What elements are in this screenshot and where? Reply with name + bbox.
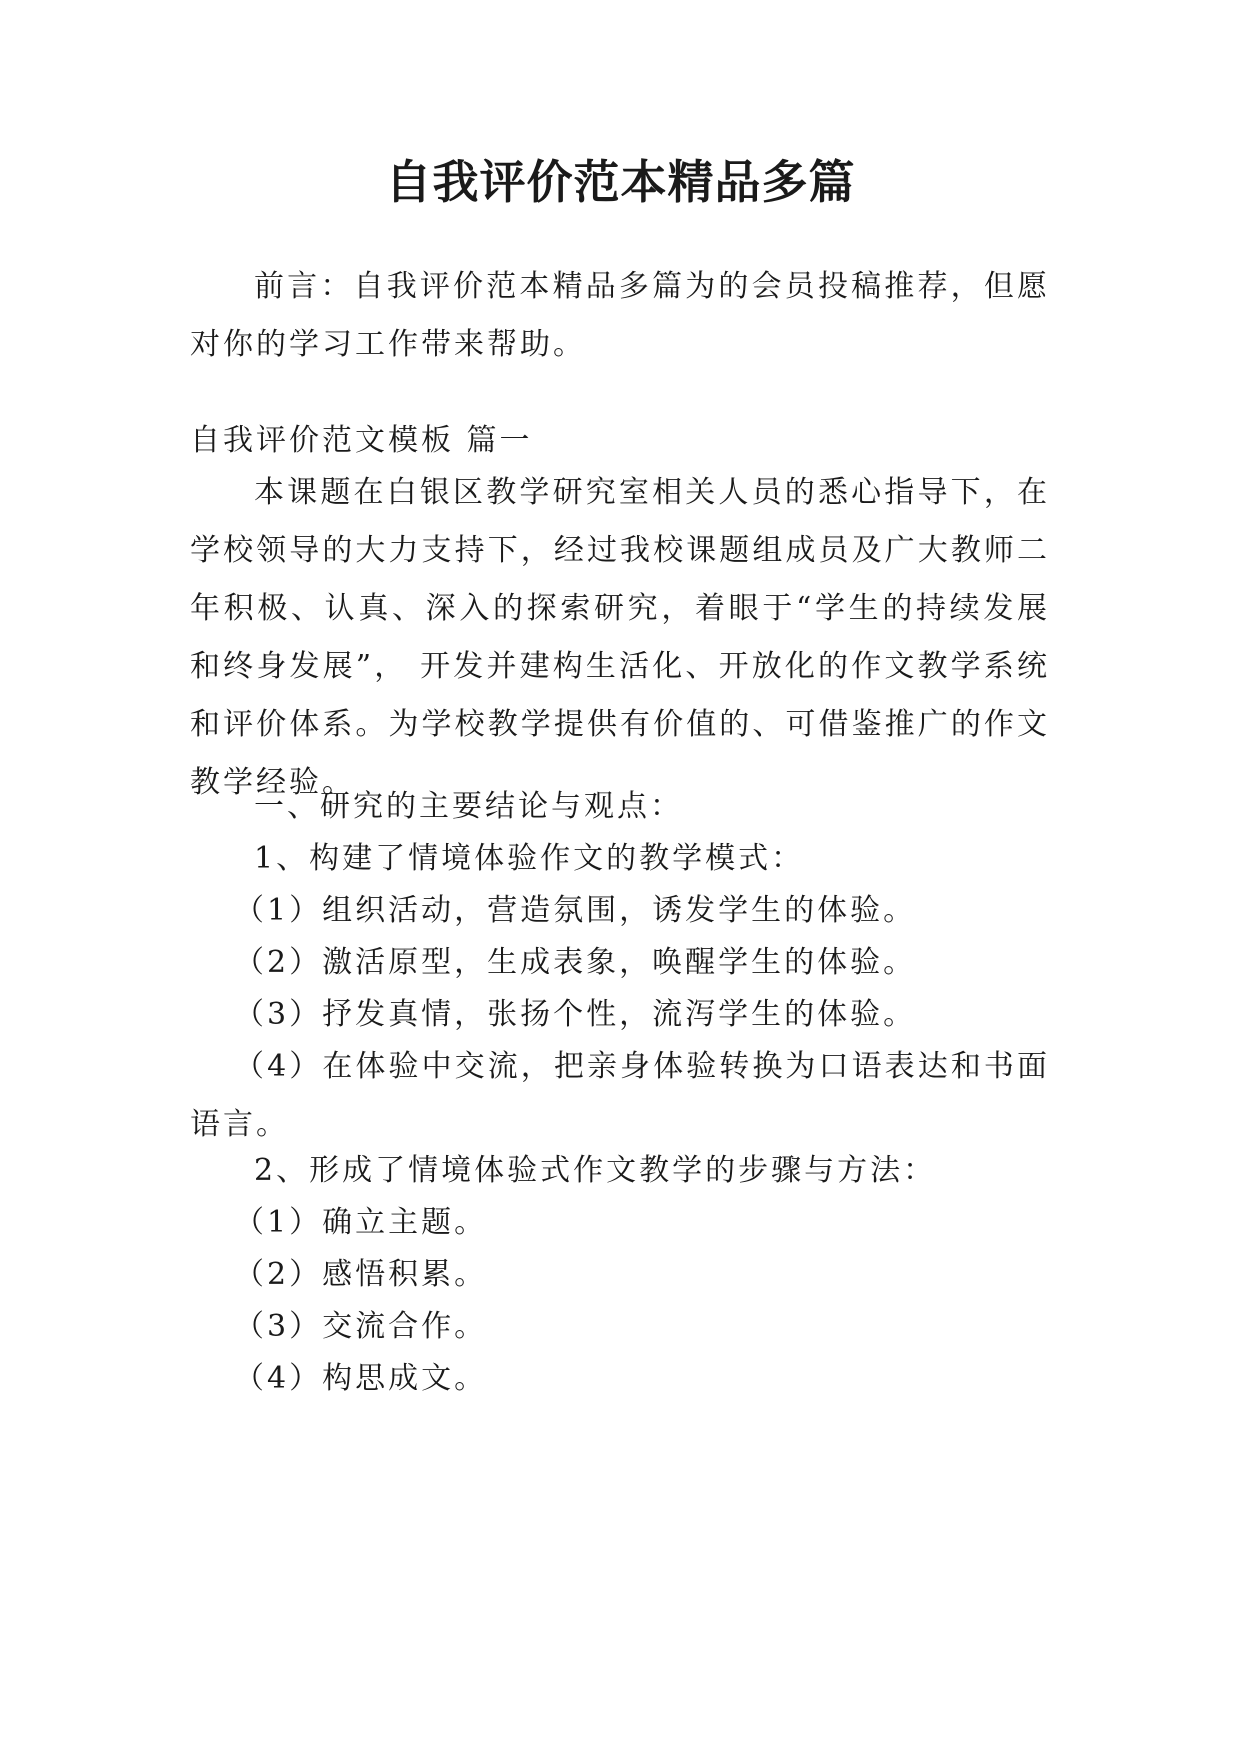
list-item: （3）交流合作。 — [234, 1309, 488, 1344]
document-title: 自我评价范本精品多篇 — [385, 155, 856, 209]
list-item: （2）感悟积累。 — [234, 1257, 488, 1292]
list-item: （4）构思成文。 — [234, 1361, 488, 1396]
point1-heading: 1、构建了情境体验作文的教学模式： — [254, 841, 805, 876]
body-paragraph: 本课题在白银区教学研究室相关人员的悉心指导下，在学校领导的大力支持下，经过我校课题组成员及广大教师二年积极、认真、深入的探索研究，着眼于“学生的持续发展和终身发展”， 开发并建构生活化、开放化的作文教学系统和评价体系。为学校教学提供有价值的、可借鉴推广的作文教学经验。 — [190, 475, 1050, 800]
preface-paragraph: 前言：自我评价范本精品多篇为的会员投稿推荐，但愿对你的学习工作带来帮助。 — [190, 269, 1050, 362]
list-item: （2）激活原型，生成表象，唤醒学生的体验。 — [234, 945, 917, 980]
point2-heading: 2、形成了情境体验式作文教学的步骤与方法： — [254, 1153, 937, 1188]
list-item: （1）组织活动，营造氛围，诱发学生的体验。 — [234, 893, 917, 928]
list-item: （3）抒发真情，张扬个性，流泻学生的体验。 — [234, 997, 917, 1032]
conclusion-heading: 一、研究的主要结论与观点： — [254, 789, 683, 824]
list-item: （4）在体验中交流，把亲身体验转换为口语表达和书面语言。 — [190, 1049, 1050, 1142]
list-item: （1）确立主题。 — [234, 1205, 488, 1240]
section-heading: 自我评价范文模板 篇一 — [190, 423, 533, 458]
